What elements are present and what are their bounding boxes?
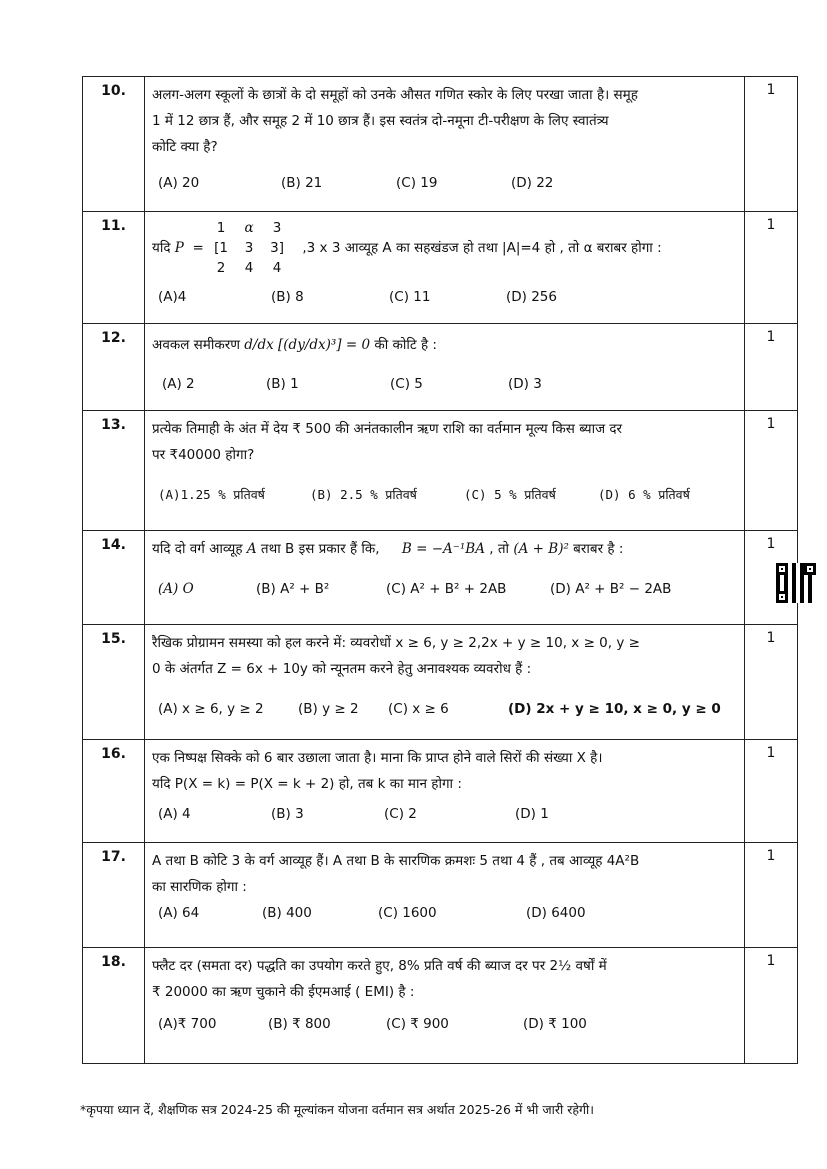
- question-row: [83, 411, 798, 531]
- question-body: [145, 625, 745, 740]
- question-body: [145, 843, 745, 948]
- question-text: 0 के अंतर्गत Z = 6x + 10y को न्यूनतम करने हेतु अनावश्यक व्यवरोध हैं :: [152, 661, 532, 677]
- question-row: [83, 948, 798, 1064]
- qr-code-icon: [776, 563, 816, 603]
- question-number: 11.: [83, 212, 145, 324]
- option-a: (A) O: [158, 581, 194, 597]
- option-d: (D) 256: [506, 289, 557, 305]
- option-a: (A) 20: [158, 175, 200, 191]
- question-row: [83, 77, 798, 212]
- questions-table: [82, 76, 798, 1064]
- question-number: 10.: [83, 77, 145, 212]
- footnote: *कृपया ध्यान दें, शैक्षणिक सत्र 2024-25 की मूल्यांकन योजना वर्तमान सत्र अर्थात 2025-26 में भी जारी रहेगी।: [80, 1102, 594, 1117]
- question-number: 13.: [83, 411, 145, 531]
- question-row: [83, 625, 798, 740]
- question-text: यदि P(X = k) = P(X = k + 2) हो, तब k का मान होगा :: [152, 776, 462, 792]
- question-number: 16.: [83, 740, 145, 843]
- option-a: (A) 4: [158, 806, 191, 822]
- question-text: तथा B इस प्रकार हैं कि,: [260, 541, 380, 557]
- marks: 1: [745, 948, 798, 1064]
- question-text: एक निष्पक्ष सिक्के को 6 बार उछाला जाता है। माना कि प्राप्त होने वाले सिरों की संख्या X है।: [152, 750, 603, 766]
- marks: 1: [745, 531, 798, 625]
- marks: 1: [745, 740, 798, 843]
- question-text: की कोटि है :: [374, 337, 437, 353]
- option-d: (D) 1: [515, 806, 549, 822]
- option-b: (B) 2.5 % प्रतिवर्ष: [310, 487, 417, 502]
- question-text: A तथा B कोटि 3 के वर्ग आव्यूह हैं। A तथा B के सारणिक क्रमशः 5 तथा 4 हैं , तब आव्यूह 4A²B: [152, 853, 640, 869]
- question-row: [83, 324, 798, 411]
- question-number: 14.: [83, 531, 145, 625]
- question-text: 1 में 12 छात्र हैं, और समूह 2 में 10 छात्र हैं। इस स्वतंत्र दो-नमूना टी-परीक्षण के लिए स्वातंत्र्य: [152, 113, 609, 129]
- question-number: 17.: [83, 843, 145, 948]
- question-text: ,3 x 3 आव्यूह A का सहखंडज हो तथा |A|=4 हो , तो α बराबर होगा :: [302, 240, 662, 256]
- marks: 1: [745, 843, 798, 948]
- option-a: (A)4: [158, 289, 187, 305]
- question-text: रैखिक प्रोग्रामन समस्या को हल करने में: व्यवरोधों x ≥ 6, y ≥ 2,2x + y ≥ 10, x ≥ 0, y ≥: [152, 635, 640, 651]
- option-d: (D) 2x + y ≥ 10, x ≥ 0, y ≥ 0: [508, 701, 721, 717]
- option-a: (A) 64: [158, 905, 200, 921]
- question-body: यदि P = 1 α 3 [1 3 3] 2 4 4 ,3 x 3 आव्यूह A का सहखंडज हो तथा |A|=4 हो , तो α बराबर होगा : (A)4 (B) 8 (C) 11 (D) 256: [145, 212, 745, 324]
- marks: 1: [745, 411, 798, 531]
- question-text: ₹ 20000 का ऋण चुकाने की ईएमआई ( EMI) है :: [152, 984, 415, 1000]
- option-c: (C) 1600: [378, 905, 437, 921]
- marks: 1: [745, 212, 798, 324]
- option-b: (B) y ≥ 2: [298, 701, 359, 717]
- matrix-variable: P: [174, 240, 184, 256]
- option-b: (B) 400: [262, 905, 312, 921]
- option-c: (C) 5: [390, 376, 423, 392]
- math-var: A: [246, 541, 257, 557]
- question-body: [145, 531, 745, 625]
- question-body: [145, 411, 745, 531]
- question-text: यदि दो वर्ग आव्यूह: [152, 541, 243, 557]
- option-d: (D) 6400: [526, 905, 586, 921]
- marks: 1: [745, 625, 798, 740]
- option-b: (B) 21: [281, 175, 323, 191]
- option-d: (D) 3: [508, 376, 542, 392]
- option-b: (B) 8: [271, 289, 304, 305]
- option-c: (C) A² + B² + 2AB: [386, 581, 507, 597]
- question-text: कोटि क्या है?: [152, 139, 218, 155]
- question-body: [145, 740, 745, 843]
- option-d: (D) ₹ 100: [523, 1016, 587, 1032]
- question-text: अवकल समीकरण: [152, 337, 240, 353]
- option-a: (A)₹ 700: [158, 1016, 217, 1032]
- question-row: [83, 843, 798, 948]
- option-c: (C) 11: [389, 289, 431, 305]
- option-c: (C) 5 % प्रतिवर्ष: [464, 487, 556, 502]
- option-b: (B) ₹ 800: [268, 1016, 331, 1032]
- option-a: (A) 2: [162, 376, 195, 392]
- option-c: (C) x ≥ 6: [388, 701, 449, 717]
- question-number: 15.: [83, 625, 145, 740]
- marks: 1: [745, 324, 798, 411]
- differential-equation: d/dx [(dy/dx)³] = 0: [244, 337, 371, 353]
- option-b: (B) 3: [271, 806, 304, 822]
- option-c: (C) ₹ 900: [386, 1016, 449, 1032]
- option-b: (B) A² + B²: [256, 581, 330, 597]
- question-row: [83, 740, 798, 843]
- question-text: फ्लैट दर (समता दर) पद्धति का उपयोग करते हुए, 8% प्रति वर्ष की ब्याज दर पर 2½ वर्षों में: [152, 958, 607, 974]
- option-c: (C) 2: [384, 806, 417, 822]
- question-text: बराबर है :: [573, 541, 624, 557]
- question-text: , तो: [489, 541, 510, 557]
- option-d: (D) 6 % प्रतिवर्ष: [598, 487, 690, 502]
- question-text: अलग-अलग स्कूलों के छात्रों के दो समूहों को उनके औसत गणित स्कोर के लिए परखा जाता है। समूह: [152, 87, 638, 103]
- option-d: (D) 22: [511, 175, 554, 191]
- question-text: पर ₹40000 होगा?: [152, 447, 255, 463]
- question-number: 18.: [83, 948, 145, 1064]
- question-text: यदि: [152, 240, 171, 256]
- question-row: [83, 531, 798, 625]
- matrix: 1 α 3 [1 3 3] 2 4 4: [214, 220, 285, 276]
- question-number: 12.: [83, 324, 145, 411]
- equation: B = −A⁻¹BA: [401, 541, 485, 557]
- question-body: [145, 324, 745, 411]
- question-body: [145, 948, 745, 1064]
- marks: 1: [745, 77, 798, 212]
- question-row: [83, 212, 798, 324]
- option-a: (A)1.25 % प्रतिवर्ष: [158, 487, 265, 502]
- option-d: (D) A² + B² − 2AB: [550, 581, 672, 597]
- question-body: [145, 77, 745, 212]
- expression: (A + B)²: [513, 541, 569, 557]
- question-text: का सारणिक होगा :: [152, 879, 247, 895]
- option-b: (B) 1: [266, 376, 299, 392]
- option-a: (A) x ≥ 6, y ≥ 2: [158, 701, 264, 717]
- question-text: प्रत्येक तिमाही के अंत में देय ₹ 500 की अनंतकालीन ऋण राशि का वर्तमान मूल्य किस ब्याज दर: [152, 421, 623, 437]
- option-c: (C) 19: [396, 175, 438, 191]
